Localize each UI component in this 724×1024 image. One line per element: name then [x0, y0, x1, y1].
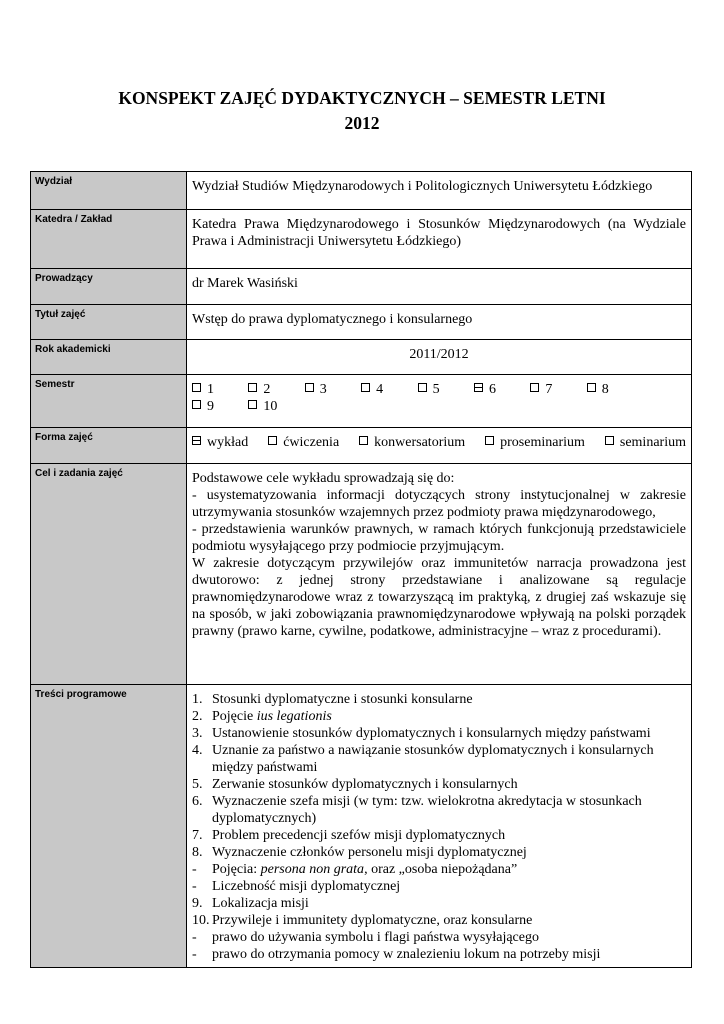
list-item-text: prawo do otrzymania pomocy w znalezieniu lokum na potrzeby misji	[212, 947, 601, 962]
list-item-text: Uznanie za państwo a nawiązanie stosunków dyplomatycznych i konsularnych między państwami	[212, 743, 654, 775]
checkbox-option	[530, 381, 586, 398]
list-item-text: Zerwanie stosunków dyplomatycznych i konsularnych	[212, 777, 518, 792]
title-line-2: 2012	[344, 113, 380, 133]
checkbox-icon	[359, 436, 368, 445]
row-katedra	[31, 210, 692, 269]
list-item-text: Przywileje i immunitety dyplomatyczne, oraz konsularne	[212, 913, 533, 928]
checkbox-icon	[192, 400, 201, 409]
list-item-text: prawo do używania symbolu i flagi państwa wysyłającego	[212, 930, 539, 945]
cel-paragraph: Podstawowe cele wykładu sprowadzają się do:	[192, 471, 455, 486]
row-rok	[31, 340, 692, 375]
row-tresci	[31, 685, 692, 968]
row-cel	[31, 464, 692, 685]
checkbox-option	[248, 398, 304, 415]
label-tytul: Tytuł zajęć	[31, 305, 187, 340]
value-wydzial: Wydział Studiów Międzynarodowych i Politologicznych Uniwersytetu Łódzkiego	[187, 172, 692, 210]
checkbox-option	[418, 381, 474, 398]
list-item-text: Lokalizacja misji	[212, 896, 309, 911]
list-item-marker: 6.	[192, 794, 203, 809]
list-item-marker: -	[192, 947, 197, 962]
list-item-marker: 8.	[192, 845, 203, 860]
label-prowadzacy: Prowadzący	[31, 269, 187, 305]
checkbox-option	[587, 381, 643, 398]
list-item	[192, 895, 686, 912]
checkbox-option	[485, 434, 585, 451]
value-katedra: Katedra Prawa Międzynarodowego i Stosunków Międzynarodowych (na Wydziale Prawa i Administracji Uniwersytetu Łódzkiego)	[187, 210, 692, 269]
checkbox-option	[361, 381, 417, 398]
checkbox-label: ćwiczenia	[283, 435, 340, 450]
list-item-text: Problem precedencji szefów misji dyplomatycznych	[212, 828, 506, 843]
checkbox-label: proseminarium	[500, 435, 585, 450]
list-item	[192, 912, 686, 929]
list-item-italic: ius legationis	[256, 709, 332, 724]
row-forma	[31, 428, 692, 464]
list-item-marker: -	[192, 862, 197, 877]
value-tytul: Wstęp do prawa dyplomatycznego i konsularnego	[187, 305, 692, 340]
checkbox-label: 7	[545, 382, 553, 397]
list-item	[192, 793, 686, 827]
value-rok: 2011/2012	[187, 340, 692, 375]
checkbox-label: seminarium	[619, 435, 686, 450]
list-item	[192, 878, 686, 895]
cel-paragraph: - usystematyzowania informacji dotyczących strony instytucjonalnej w zakresie utrzymywania stosunków wzajemnych przez podmioty prawa międzynarodowego,	[192, 488, 686, 520]
checkbox-icon	[361, 383, 370, 392]
checkbox-label: wykład	[207, 435, 249, 450]
value-tresci	[187, 685, 692, 968]
list-item-text: Liczebność misji dyplomatycznej	[212, 879, 401, 894]
checkbox-icon	[248, 400, 257, 409]
list-item-text: Wyznaczenie członków personelu misji dyplomatycznej	[212, 845, 527, 860]
checkbox-option	[192, 398, 248, 415]
label-katedra: Katedra / Zakład	[31, 210, 187, 269]
checkbox-option	[305, 381, 361, 398]
row-tytul	[31, 305, 692, 340]
value-cel	[187, 464, 692, 685]
value-prowadzacy: dr Marek Wasiński	[187, 269, 692, 305]
row-wydzial	[31, 172, 692, 210]
row-semestr	[31, 375, 692, 428]
checkbox-checked-icon	[192, 436, 201, 445]
checkbox-label: 10	[263, 399, 278, 414]
list-item-marker: -	[192, 930, 197, 945]
checkbox-label: konwersatorium	[374, 435, 466, 450]
label-rok: Rok akademicki	[31, 340, 187, 375]
list-item	[192, 844, 686, 861]
checkbox-icon	[485, 436, 494, 445]
list-item	[192, 946, 686, 963]
checkbox-option	[248, 381, 304, 398]
checkbox-label: 3	[319, 382, 327, 397]
checkbox-option	[359, 434, 465, 451]
list-item	[192, 861, 686, 878]
document-title	[0, 86, 724, 136]
checkbox-option	[474, 381, 530, 398]
checkbox-label: 2	[263, 382, 271, 397]
list-item-marker: 5.	[192, 777, 203, 792]
list-item-marker: 2.	[192, 709, 203, 724]
list-item	[192, 708, 686, 725]
cel-paragraph: - przedstawienia warunków prawnych, w ramach których funkcjonują przedstawiciele podmiotu wysyłającego przy podmiocie przyjmującym.	[192, 522, 686, 554]
list-item	[192, 929, 686, 946]
list-item-marker: 1.	[192, 692, 203, 707]
syllabus-table	[30, 171, 692, 968]
list-item-marker: 10.	[192, 913, 210, 928]
checkbox-label: 9	[207, 399, 214, 414]
checkbox-icon	[418, 383, 427, 392]
label-wydzial: Wydział	[31, 172, 187, 210]
list-item-marker: 9.	[192, 896, 203, 911]
list-item	[192, 691, 686, 708]
checkbox-icon	[192, 383, 201, 392]
checkbox-label: 1	[207, 382, 214, 397]
value-semestr	[187, 375, 692, 428]
checkbox-label: 8	[601, 382, 609, 397]
checkbox-label: 5	[432, 382, 440, 397]
list-item	[192, 776, 686, 793]
forma-options	[192, 434, 686, 451]
label-forma: Forma zajęć	[31, 428, 187, 464]
list-item	[192, 742, 686, 776]
cel-paragraph: W zakresie dotyczącym przywilejów oraz immunitetów narracja prowadzona jest dwutorowo: z jednej strony przedstawiane i analizowane są regulacje prawnomiędzynarodowe wraz z towarzyszącą im praktyką, z drugiej zaś wskazuje się na sposób, w jaki zobowiązania prawnomiędzynarodowe wpływają na polski porządek prawny (prawo karne, cywilne, podatkowe, administracyjne – wraz z procedurami).	[192, 556, 686, 639]
checkbox-label: 6	[488, 382, 496, 397]
checkbox-icon	[268, 436, 277, 445]
list-item-text: Ustanowienie stosunków dyplomatycznych i konsularnych między państwami	[212, 726, 651, 741]
label-semestr: Semestr	[31, 375, 187, 428]
list-item-text: Pojęcie ius legationis	[212, 709, 332, 724]
list-item-text: Stosunki dyplomatyczne i stosunki konsularne	[212, 692, 473, 707]
semestr-options	[192, 381, 686, 415]
list-item-italic: persona non grata	[260, 862, 365, 877]
checkbox-icon	[305, 383, 314, 392]
list-item-marker: 7.	[192, 828, 203, 843]
list-item	[192, 827, 686, 844]
list-item-text: Wyznaczenie szefa misji (w tym: tzw. wielokrotna akredytacja w stosunkach dyplomatycznych)	[212, 794, 642, 826]
label-tresci: Treści programowe	[31, 685, 187, 968]
checkbox-option	[192, 381, 248, 398]
list-item-text: Pojęcia: persona non grata, oraz „osoba niepożądana”	[212, 862, 518, 877]
list-item-marker: 4.	[192, 743, 203, 758]
list-item-marker: 3.	[192, 726, 203, 741]
checkbox-option	[192, 434, 248, 451]
row-prowadzacy	[31, 269, 692, 305]
title-line-1: KONSPEKT ZAJĘĆ DYDAKTYCZNYCH – SEMESTR LETNI	[118, 88, 606, 108]
checkbox-icon	[605, 436, 614, 445]
value-forma	[187, 428, 692, 464]
checkbox-label: 4	[376, 382, 384, 397]
list-item-marker: -	[192, 879, 197, 894]
label-cel: Cel i zadania zajęć	[31, 464, 187, 685]
checkbox-icon	[530, 383, 539, 392]
checkbox-checked-icon	[474, 383, 483, 392]
checkbox-option	[605, 434, 686, 451]
checkbox-option	[268, 434, 339, 451]
tresci-list	[192, 691, 686, 963]
checkbox-icon	[587, 383, 596, 392]
checkbox-icon	[248, 383, 257, 392]
list-item	[192, 725, 686, 742]
